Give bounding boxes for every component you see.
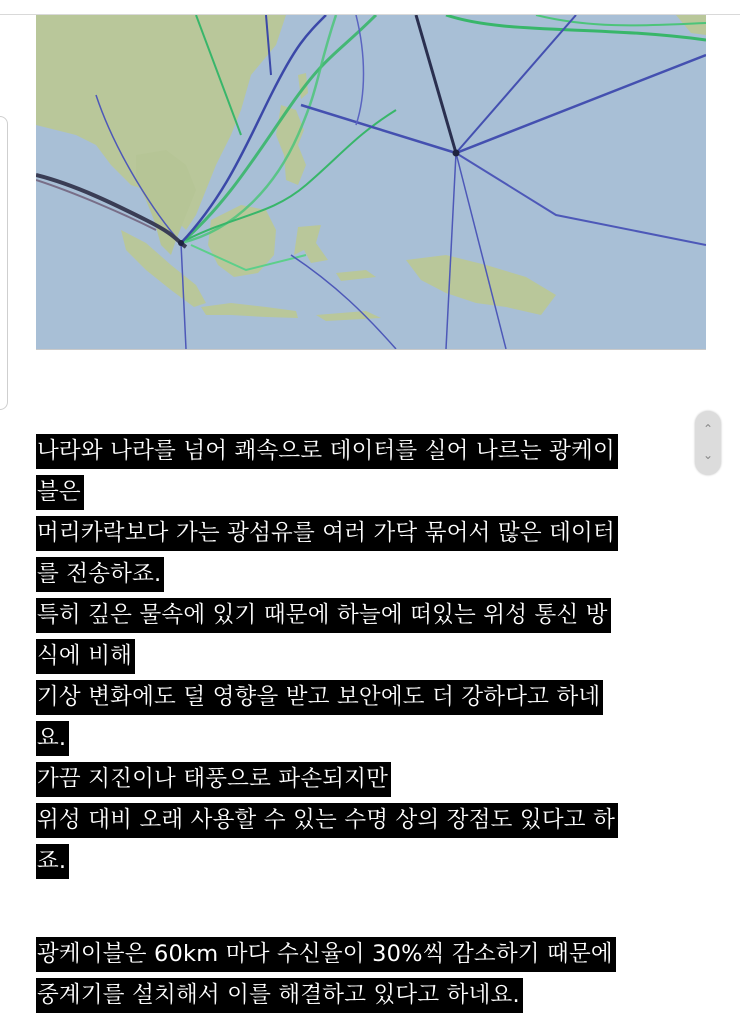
article-line: 중계기를 설치해서 이를 해결하고 있다고 하네요. bbox=[36, 978, 706, 1019]
article-body bbox=[36, 434, 706, 1019]
article-line: 를 전송하죠. bbox=[36, 557, 706, 598]
chevron-up-icon[interactable]: ⌃ bbox=[702, 422, 714, 436]
side-panel-edge[interactable] bbox=[0, 116, 8, 410]
article-line: 특히 깊은 물속에 있기 때문에 하늘에 떠있는 위성 통신 방 bbox=[36, 598, 706, 639]
article-line: 기상 변화에도 덜 영향을 받고 보안에도 더 강하다고 하네 bbox=[36, 680, 706, 721]
article-line: 광케이블은 60km 마다 수신율이 30%씩 감소하기 때문에 bbox=[36, 937, 706, 978]
article-line: 가끔 지진이나 태풍으로 파손되지만 bbox=[36, 762, 706, 803]
paragraph-gap bbox=[36, 885, 706, 937]
article-line: 위성 대비 오래 사용할 수 있는 수명 상의 장점도 있다고 하 bbox=[36, 803, 706, 844]
chevron-down-icon[interactable]: ⌄ bbox=[702, 448, 714, 462]
article-line: 머리카락보다 가는 광섬유를 여러 가닥 묶어서 많은 데이터 bbox=[36, 516, 706, 557]
article-line: 식에 비해 bbox=[36, 639, 706, 680]
article-line: 나라와 나라를 넘어 쾌속으로 데이터를 실어 나르는 광케이 bbox=[36, 434, 706, 475]
article-line: 블은 bbox=[36, 475, 706, 516]
map-illustration bbox=[36, 15, 706, 349]
submarine-cable-map-image bbox=[36, 15, 706, 350]
article-line: 요. bbox=[36, 721, 706, 762]
article-line: 죠. bbox=[36, 844, 706, 885]
top-divider bbox=[0, 0, 740, 15]
